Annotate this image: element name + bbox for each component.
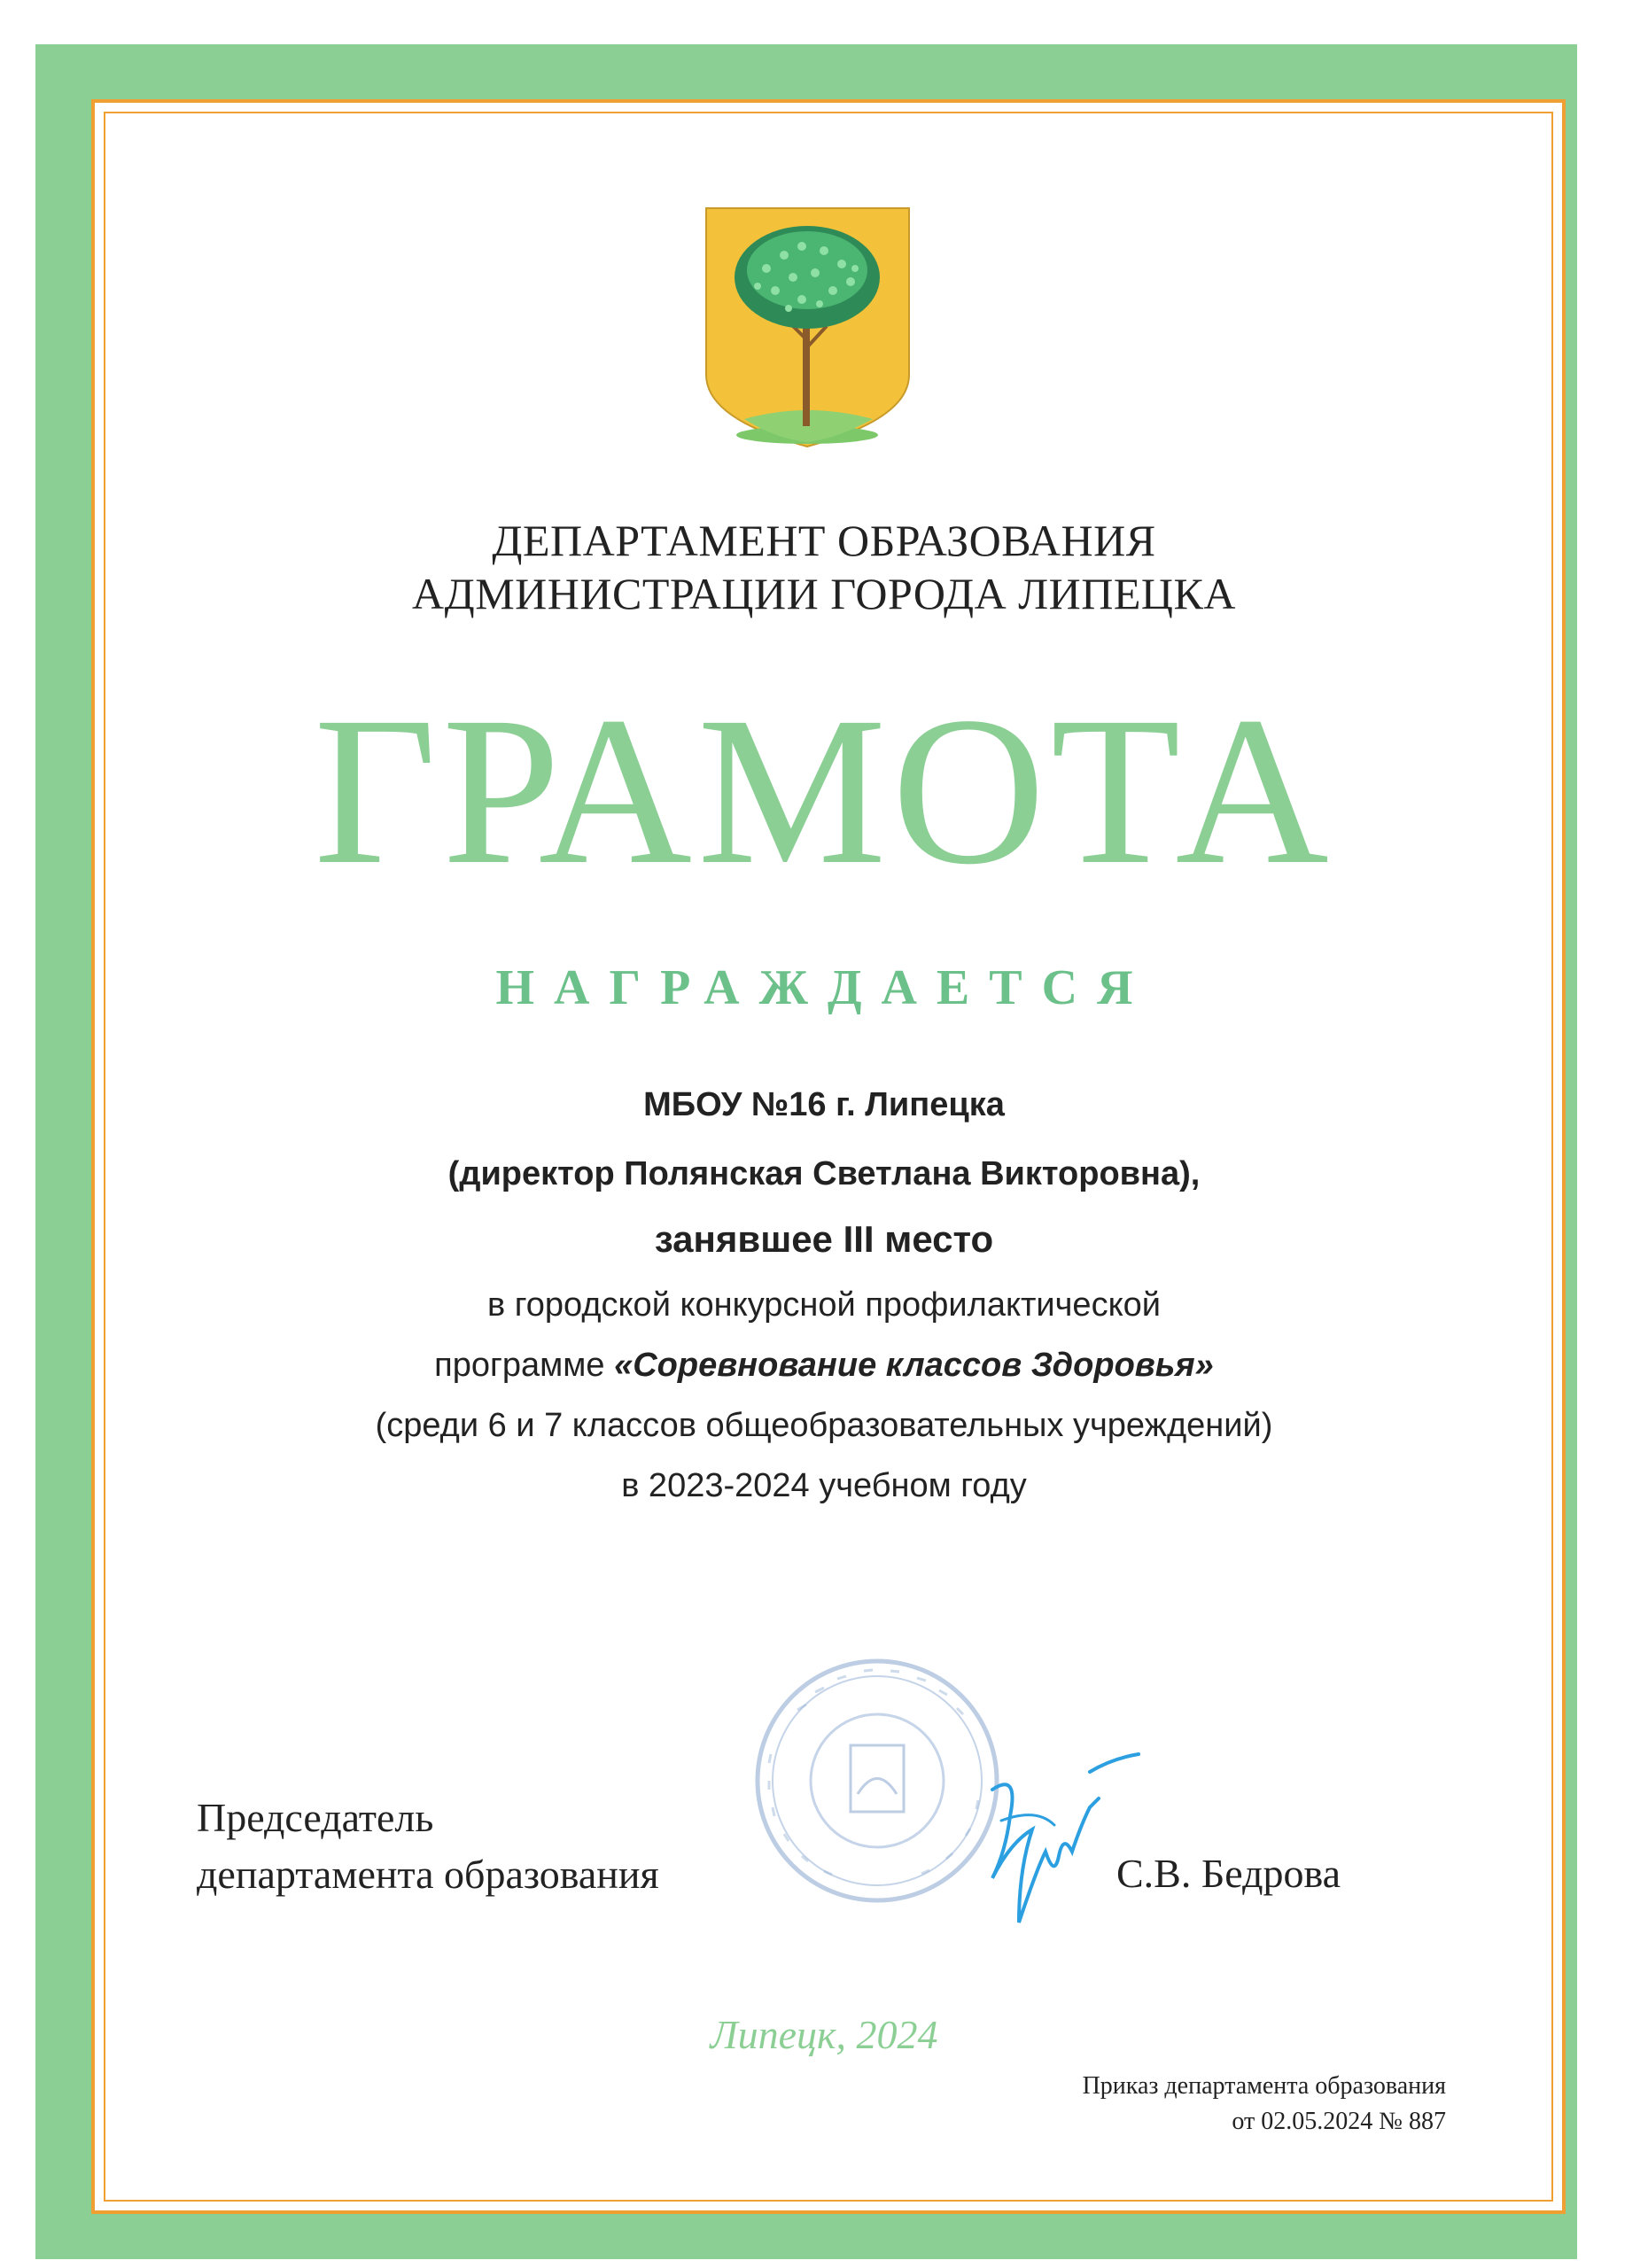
signatory-position	[197, 1790, 659, 1903]
scope-line: (среди 6 и 7 классов общеобразовательных учреждений)	[375, 1407, 1273, 1444]
certificate-title: ГРАМОТА	[314, 672, 1334, 908]
recipient-name: МБОУ №16 г. Липецка	[643, 1086, 1005, 1123]
department-line-2: АДМИНИСТРАЦИИ ГОРОДА ЛИПЕЦКА	[412, 569, 1236, 618]
order-line-2: от 02.05.2024 № 887	[1232, 2108, 1446, 2135]
awarded-heading: НАГРАЖДАЕТСЯ	[495, 960, 1153, 1015]
department-line-1: ДЕПАРТАМЕНТ ОБРАЗОВАНИЯ	[492, 516, 1156, 565]
program-prefix: программе	[434, 1347, 615, 1384]
place-and-year: Липецк, 2024	[710, 2012, 938, 2057]
director-line: (директор Полянская Светлана Викторовна),	[447, 1155, 1201, 1192]
year-line: в 2023-2024 учебном году	[621, 1467, 1027, 1504]
signatory-position-line-1: Председатель	[197, 1795, 434, 1840]
order-reference	[1083, 2069, 1446, 2140]
coat-of-arms-icon	[704, 206, 911, 448]
place-taken-line: занявшее III место	[654, 1218, 994, 1260]
order-line-1: Приказ департамента образования	[1082, 2072, 1446, 2100]
signatory-name: С.В. Бедрова	[1116, 1851, 1341, 1896]
handwritten-signature	[957, 1736, 1161, 1940]
signatory-position-line-2: департамента образования	[197, 1852, 659, 1897]
program-line	[106, 1343, 1542, 1387]
program-name: «Соревнование классов Здоровья»	[614, 1347, 1214, 1384]
contest-line: в городской конкурсной профилактической	[487, 1286, 1161, 1324]
department-heading	[106, 514, 1542, 620]
